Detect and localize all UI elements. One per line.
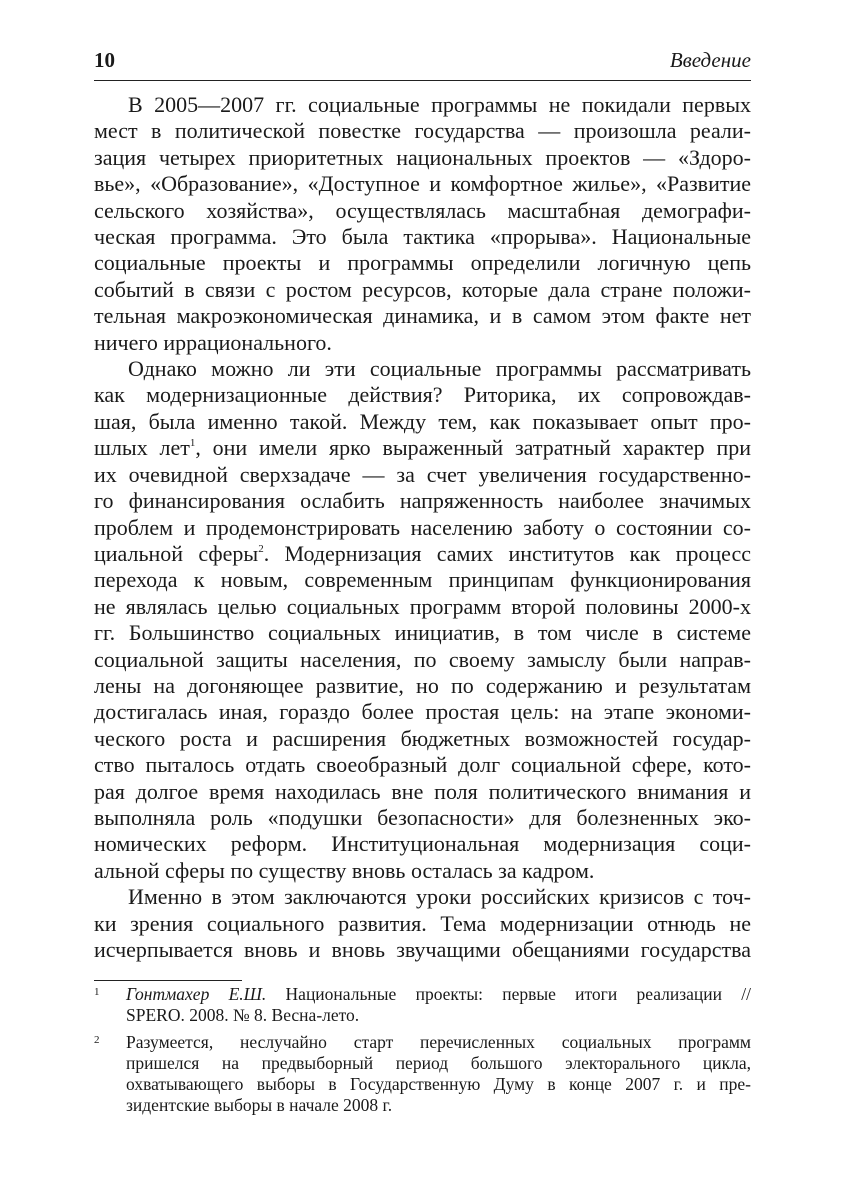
paragraph bbox=[94, 884, 751, 963]
text-line: социальной защиты населения, по своему замыслу были направ- bbox=[94, 646, 751, 672]
text-line: тельная макроэкономическая динамика, и в самом этом факте нет bbox=[94, 303, 751, 329]
footnote bbox=[94, 984, 751, 1027]
text-line: рая долгое время находилась вне поля политического внимания и bbox=[94, 778, 751, 804]
page-number: 10 bbox=[94, 48, 115, 72]
text-line: В 2005—2007 гг. социальные программы не покидали первых bbox=[128, 92, 751, 117]
footnote-line: охватывающего выборы в Государственную Думу в конце 2007 г. и пре- bbox=[126, 1074, 751, 1095]
text-line: ческого роста и расширения бюджетных возможностей государ- bbox=[94, 725, 751, 751]
text-line bbox=[94, 541, 751, 567]
text-line: вье», «Образование», «Доступное и комфортное жилье», «Развитие bbox=[94, 171, 751, 197]
body-text bbox=[94, 92, 751, 963]
footnote-number: 2 bbox=[94, 1033, 100, 1046]
text-line: сельского хозяйства», осуществлялась масштабная демографи- bbox=[94, 197, 751, 223]
text-fragment: . Модернизация самих институтов как процесс bbox=[263, 540, 751, 566]
text-line: проблем и продемонстрировать населению заботу о состоянии со- bbox=[94, 514, 751, 540]
text-line: выполняла роль «подушки безопасности» для болезненных эко- bbox=[94, 804, 751, 830]
running-header bbox=[94, 46, 751, 76]
text-line: как модернизационные действия? Риторика, их сопровождав- bbox=[94, 382, 751, 408]
footnote bbox=[94, 1032, 751, 1117]
footnote-ref: 1 bbox=[189, 437, 196, 450]
text-fragment: Национальные проекты: первые итоги реализации // bbox=[266, 984, 751, 1004]
footnote-line: пришелся на предвыборный период большого электорального цикла, bbox=[126, 1052, 751, 1073]
text-line: го финансирования ослабить напряженность наиболее значимых bbox=[94, 488, 751, 514]
text-line: Однако можно ли эти социальные программы рассматривать bbox=[128, 356, 751, 382]
text-line: лены на догоняющее развитие, но по содержанию и результатам bbox=[94, 672, 751, 698]
footnote-author: Гонтмахер Е.Ш. bbox=[126, 984, 267, 1004]
text-line bbox=[94, 435, 751, 461]
section-title: Введение bbox=[669, 48, 751, 72]
text-line: альной сферы по существу вновь осталась за кадром. bbox=[94, 857, 595, 883]
text-line: социальные проекты и программы определили логичную цепь bbox=[94, 250, 751, 276]
footnote-line: Разумеется, неслучайно старт перечисленных социальных программ bbox=[126, 1031, 751, 1052]
paragraph bbox=[94, 92, 751, 356]
text-fragment: шлых лет bbox=[94, 435, 190, 461]
header-rule bbox=[94, 80, 751, 81]
text-line: мест в политической повестке государства — произошла реали- bbox=[94, 118, 751, 144]
text-line: их очевидной сверхзадаче — за счет увеличения государственно- bbox=[94, 461, 751, 487]
footnote-line: зидентские выборы в начале 2008 г. bbox=[126, 1095, 393, 1116]
text-fragment: , они имели ярко выраженный затратный характер при bbox=[195, 435, 751, 461]
text-line: шая, была именно такой. Между тем, как показывает опыт про- bbox=[94, 408, 751, 434]
paragraph bbox=[94, 356, 751, 884]
footnote-line: SPERO. 2008. № 8. Весна-лето. bbox=[126, 1005, 360, 1026]
text-line: Именно в этом заключаются уроки российских кризисов с точ- bbox=[128, 884, 751, 910]
text-line: ничего иррационального. bbox=[94, 329, 332, 355]
text-line: ческая программа. Это была тактика «прорыва». Национальные bbox=[94, 224, 751, 250]
text-line: достигалась иная, гораздо более простая цель: на этапе экономи- bbox=[94, 699, 751, 725]
footnote-rule bbox=[94, 980, 242, 981]
text-line: номических реформ. Институциональная модернизация соци- bbox=[94, 831, 751, 857]
text-line: событий в связи с ростом ресурсов, которые дала стране положи- bbox=[94, 276, 751, 302]
text-line: зация четырех приоритетных национальных проектов — «Здоро- bbox=[94, 144, 751, 170]
text-line: ство пыталось отдать своеобразный долг социальной сфере, кото- bbox=[94, 752, 751, 778]
text-line: гг. Большинство социальных инициатив, в том числе в системе bbox=[94, 620, 751, 646]
text-line: перехода к новым, современным принципам функционирования bbox=[94, 567, 751, 593]
footnote-line bbox=[126, 984, 751, 1005]
footnote-ref: 2 bbox=[258, 542, 264, 555]
text-line: ки зрения социального развития. Тема модернизации отнюдь не bbox=[94, 910, 751, 936]
text-line: не являлась целью социальных программ второй половины 2000-х bbox=[94, 593, 751, 619]
text-fragment: циальной сферы bbox=[94, 540, 259, 566]
footnote-number: 1 bbox=[94, 986, 100, 998]
footnotes bbox=[94, 984, 751, 1122]
text-line: исчерпывается вновь и вновь звучащими обещаниями государства bbox=[94, 937, 751, 962]
